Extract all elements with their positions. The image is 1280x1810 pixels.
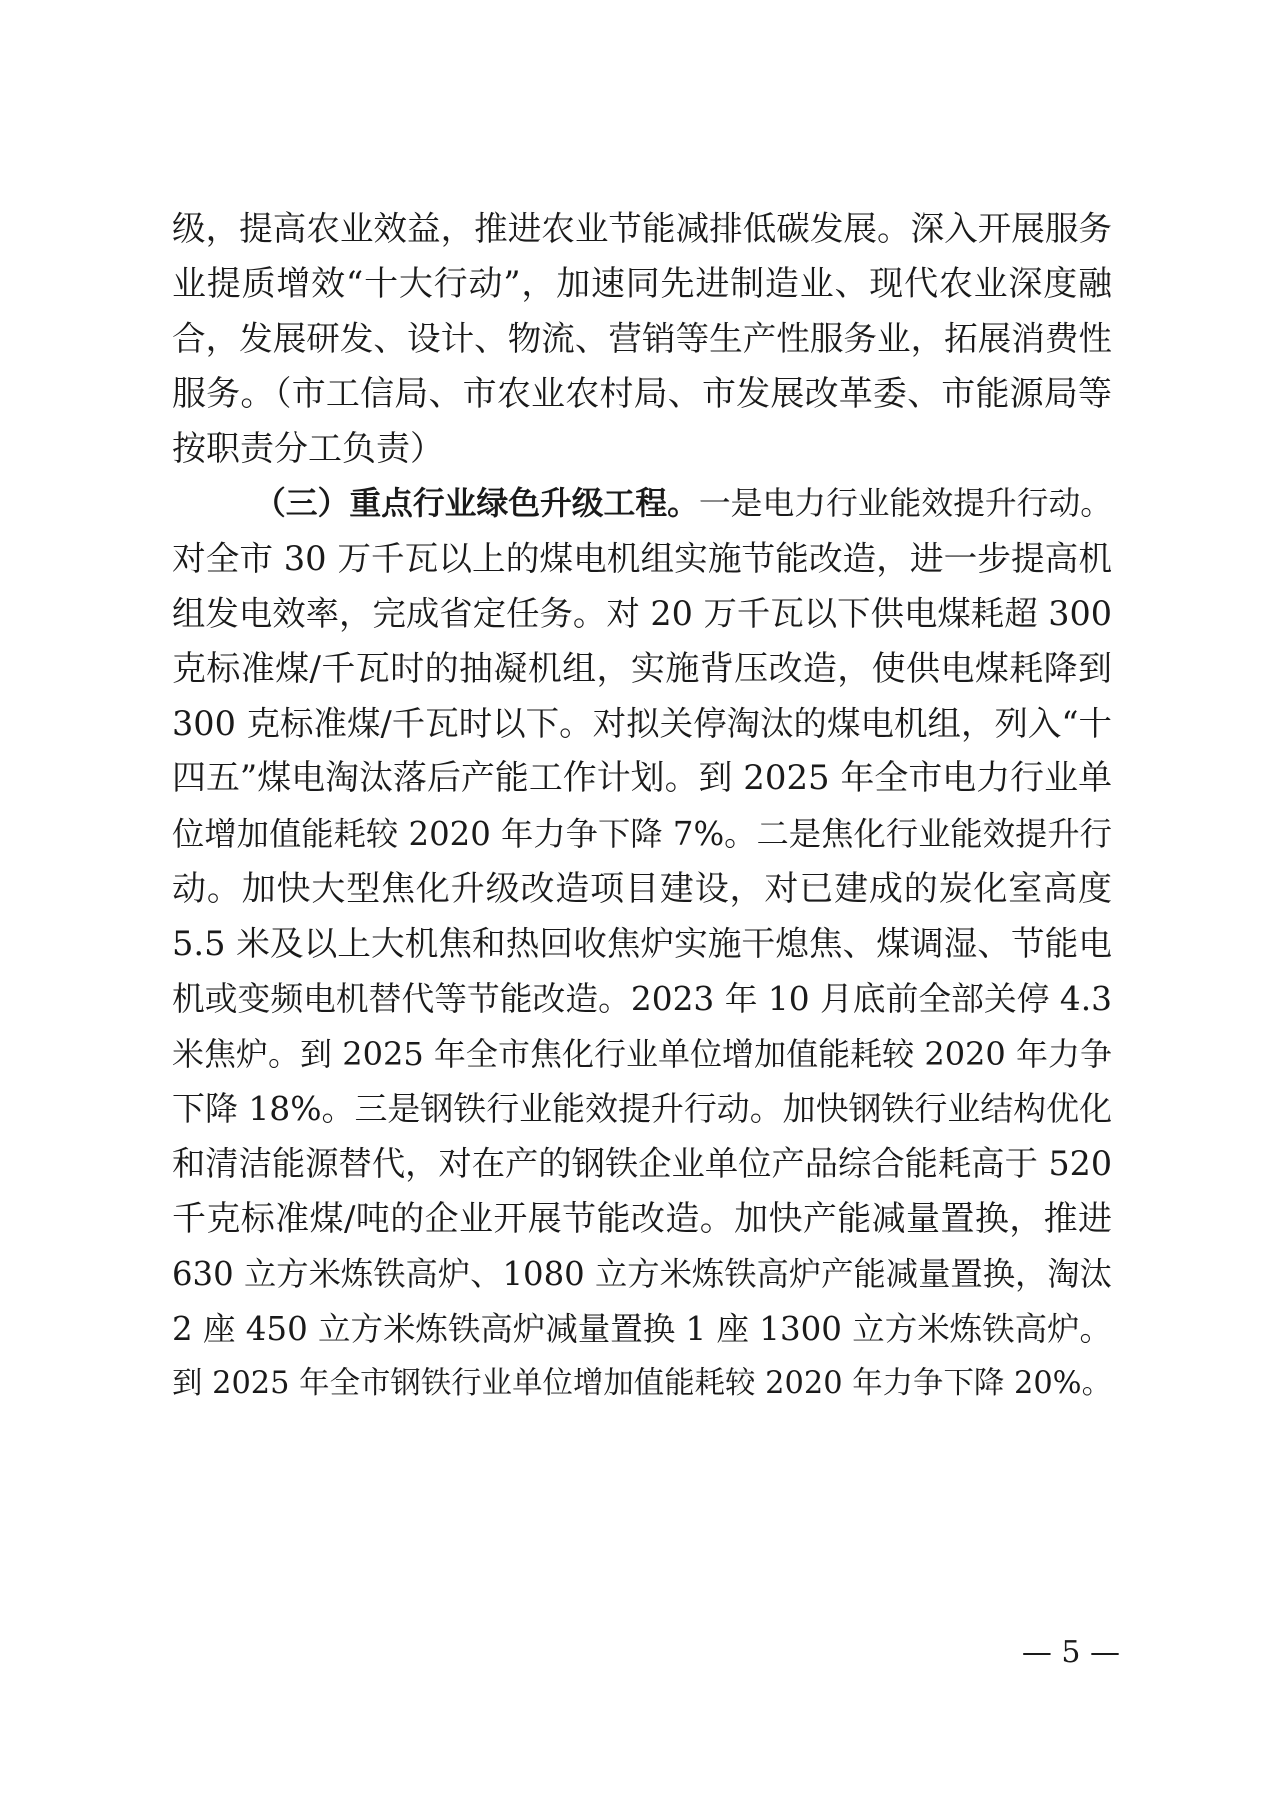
body-text-line: 级，提高农业效益，推进农业节能减排低碳发展。深入开展服务 xyxy=(172,209,1112,248)
section-heading-line xyxy=(254,482,1112,526)
body-text-line: 动。加快大型焦化升级改造项目建设，对已建成的炭化室高度 xyxy=(172,869,1112,909)
body-text-line: 下降 18%。三是钢铁行业能效提升行动。加快钢铁行业结构优化 xyxy=(172,1089,1113,1128)
body-text-line: 米焦炉。到 2025 年全市焦化行业单位增加值能耗较 2020 年力争 xyxy=(172,1035,1113,1073)
body-text-line: 和清洁能源替代，对在产的钢铁企业单位产品综合能耗高于 520 xyxy=(172,1144,1112,1183)
body-text-line: 组发电效率，完成省定任务。对 20 万千瓦以下供电煤耗超 300 xyxy=(172,594,1112,633)
body-text-line: 四五”煤电淘汰落后产能工作计划。到 2025 年全市电力行业单 xyxy=(172,759,1112,798)
body-text-line: 位增加值能耗较 2020 年力争下降 7%。二是焦化行业能效提升行 xyxy=(172,815,1112,853)
body-text-line: 服务。（市工信局、市农业农村局、市发展改革委、市能源局等 xyxy=(172,374,1112,414)
body-text-line: 到 2025 年全市钢铁行业单位增加值能耗较 2020 年力争下降 20%。 xyxy=(172,1366,1112,1401)
body-text-line: 2 座 450 立方米炼铁高炉减量置换 1 座 1300 立方米炼铁高炉。 xyxy=(172,1310,1113,1348)
body-text-line: 300 克标准煤/千瓦时以下。对拟关停淘汰的煤电机组，列入“十 xyxy=(172,704,1112,743)
body-text-line: 630 立方米炼铁高炉、1080 立方米炼铁高炉产能减量置换，淘汰 xyxy=(172,1255,1112,1293)
body-text-line: 千克标准煤/吨的企业开展节能改造。加快产能减量置换，推进 xyxy=(172,1199,1112,1239)
section-heading: （三）重点行业绿色升级工程。 xyxy=(254,485,699,522)
page-number: — 5 — xyxy=(1021,1635,1120,1670)
body-text-line: 机或变频电机替代等节能改造。2023 年 10 月底前全部关停 4.3 xyxy=(172,980,1112,1018)
body-text-line: 克标准煤/千瓦时的抽凝机组，实施背压改造，使供电煤耗降到 xyxy=(172,649,1112,689)
section-heading-continuation: 一是电力行业能效提升行动。 xyxy=(698,486,1112,522)
body-text-line: 合，发展研发、设计、物流、营销等生产性服务业，拓展消费性 xyxy=(172,319,1112,358)
body-text-line: 5.5 米及以上大机焦和热回收焦炉实施干熄焦、煤调湿、节能电 xyxy=(172,924,1112,963)
body-text-line: 按职责分工负责） xyxy=(172,429,444,469)
body-text-line: 业提质增效“十大行动”，加速同先进制造业、现代农业深度融 xyxy=(172,264,1112,304)
body-text-line: 对全市 30 万千瓦以上的煤电机组实施节能改造，进一步提高机 xyxy=(172,539,1112,578)
